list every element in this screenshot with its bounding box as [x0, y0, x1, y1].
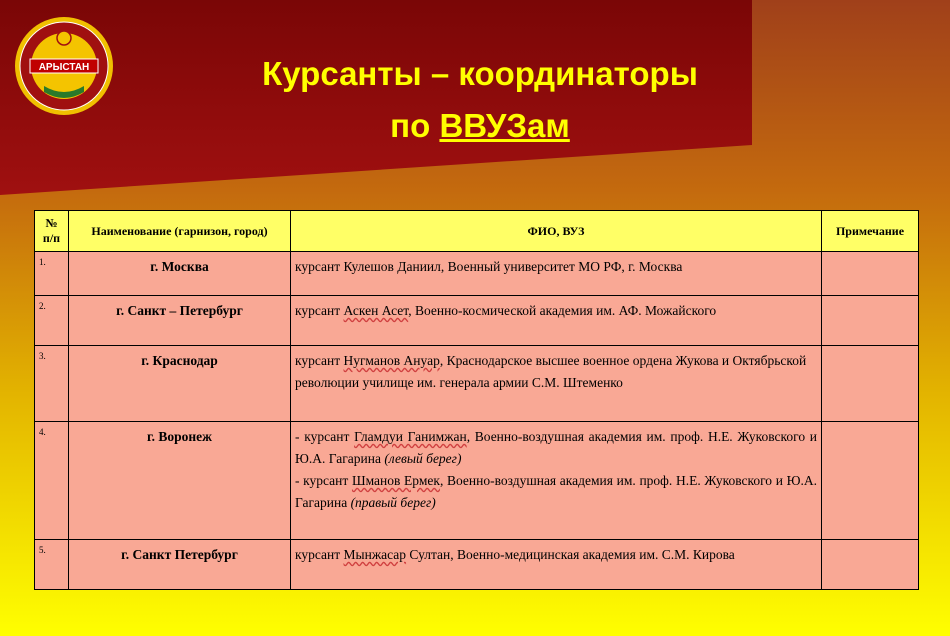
row-city: г. Воронеж [69, 422, 291, 540]
row-num: 2. [35, 296, 69, 346]
header-note: Примечание [822, 211, 919, 252]
row-fio: - курсант Гламдуи Ганимжан, Военно-воздушная академия им. проф. Н.Е. Жуковского и Ю.А. Гагарина (левый берег) - курсант Шманов Ермек, Военно-воздушная академия им. проф. Н.Е. Жуковского и Ю.А. Гагарина (правый берег) [291, 422, 822, 540]
cadet-name: Аскен Асет [343, 303, 409, 318]
row-note [822, 252, 919, 296]
logo-text: АРЫСТАН [38, 62, 90, 73]
page-title [180, 48, 780, 152]
table-row [35, 540, 919, 590]
bank-note: (правый берег) [350, 495, 436, 510]
cadet-name: Гламдуи Ганимжан [354, 429, 467, 444]
table-row [35, 346, 919, 422]
arystan-logo [14, 16, 114, 116]
table-row [35, 296, 919, 346]
row-num: 1. [35, 252, 69, 296]
row-note [822, 422, 919, 540]
cadet-name: Нугманов Ануар [343, 353, 440, 368]
header-fio: ФИО, ВУЗ [291, 211, 822, 252]
coordinators-table [34, 210, 919, 590]
header-num: № п/п [35, 211, 69, 252]
row-fio: курсант Мынжасар Султан, Военно-медицинская академия им. С.М. Кирова [291, 540, 822, 590]
cadet-name: Кулешов Даниил [343, 259, 441, 274]
row-note [822, 296, 919, 346]
row-city: г. Краснодар [69, 346, 291, 422]
row-fio: курсант Аскен Асет, Военно-космической академия им. АФ. Можайского [291, 296, 822, 346]
title-line-2-prefix: по [390, 107, 440, 144]
table-header-row [35, 211, 919, 252]
row-note [822, 346, 919, 422]
row-num: 5. [35, 540, 69, 590]
title-line-2-underlined: ВВУЗам [439, 107, 570, 144]
row-num: 4. [35, 422, 69, 540]
cadet-name: Шманов Ермек [351, 473, 440, 488]
cadet-name: Мынжасар [343, 547, 407, 562]
title-line-1: Курсанты – координаторы [262, 55, 698, 92]
row-fio: курсант Нугманов Ануар, Краснодарское высшее военное ордена Жукова и Октябрьской революции училище им. генерала армии С.М. Штеменко [291, 346, 822, 422]
row-fio: курсант Кулешов Даниил, Военный университет МО РФ, г. Москва [291, 252, 822, 296]
table-row [35, 252, 919, 296]
bank-note: (левый берег) [384, 451, 462, 466]
table-row [35, 422, 919, 540]
row-num: 3. [35, 346, 69, 422]
row-city: г. Санкт Петербург [69, 540, 291, 590]
title-line-2 [180, 100, 780, 152]
row-city: г. Санкт – Петербург [69, 296, 291, 346]
row-city: г. Москва [69, 252, 291, 296]
row-note [822, 540, 919, 590]
header-city: Наименование (гарнизон, город) [69, 211, 291, 252]
